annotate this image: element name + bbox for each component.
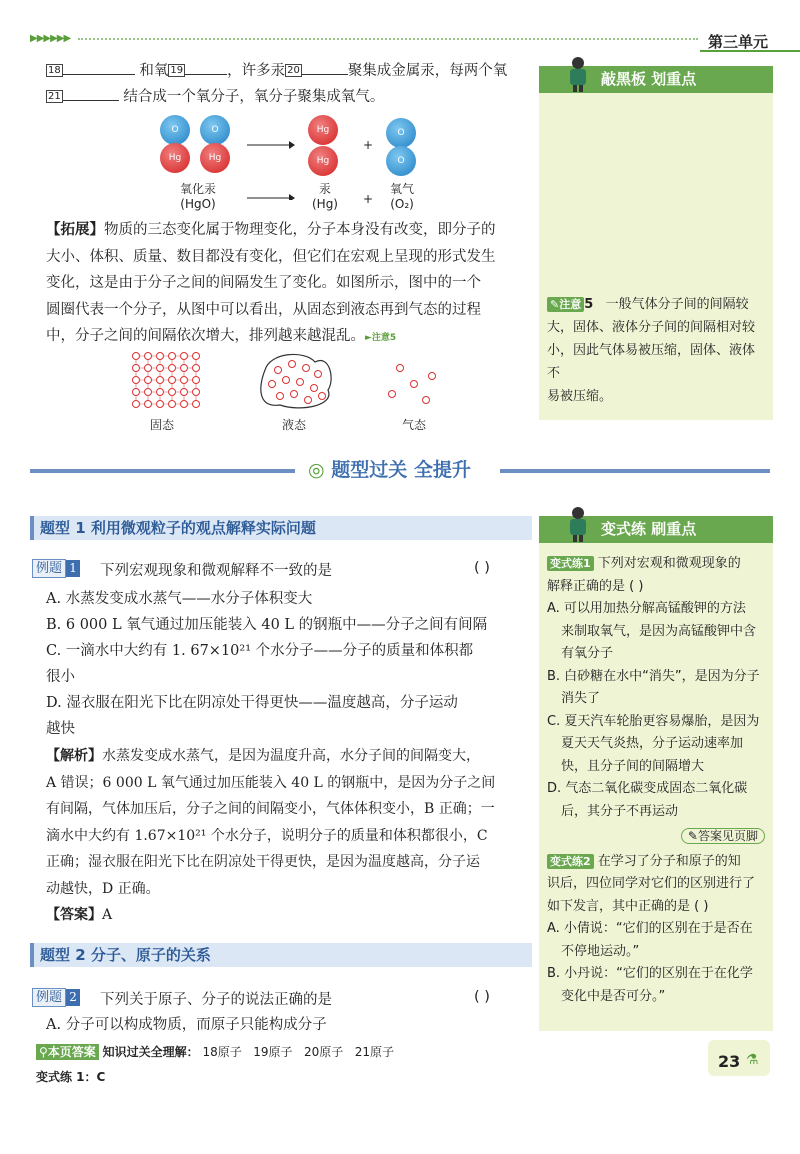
label-liquid: 液态	[282, 418, 307, 432]
variant-tag: 变式练2	[547, 854, 594, 869]
answer-paren[interactable]: ( )	[474, 560, 490, 576]
variant-1-option-c[interactable]: C. 夏天汽车轮胎更容易爆胎，是因为 夏天天气炎热，分子运动速率加 快，且分子间的间隔增大	[547, 713, 760, 774]
blank-number-19: 19	[170, 65, 184, 76]
answer-item: 18原子	[202, 1045, 242, 1059]
option-a[interactable]: A. 水蒸发变成水蒸气——水分子体积变大	[46, 591, 313, 607]
fill-blank-20[interactable]	[302, 60, 348, 75]
example-2-option-a[interactable]: A. 分子可以构成物质，而原子只能构成分子	[46, 1017, 327, 1033]
variant-2-option-b[interactable]: B. 小丹说：“它们的区别在于在化学 变化中是否可分。”	[547, 966, 753, 1004]
variant-answer: 变式练 1：C	[36, 1070, 106, 1084]
analysis-line: 水蒸发变成水蒸气，是因为温度升高，水分子间的间隔变大，	[102, 748, 480, 764]
label-gas: 气态	[402, 418, 427, 432]
question-type-1-header: 题型 1 利用微观粒子的观点解释实际问题	[30, 516, 532, 540]
oxygen-atom: O	[386, 118, 416, 148]
note-line: 大，固体、液体分子间的间隔相对较	[547, 320, 756, 335]
student-icon	[565, 506, 591, 542]
intro-text-d: 结合成一个氧分子，氧分子聚集成氧气。	[123, 89, 385, 105]
answer-item: 20原子	[303, 1045, 344, 1059]
states-of-matter-diagram	[130, 350, 460, 435]
analysis-tag: 【解析】	[46, 748, 102, 764]
note-number: 5	[584, 297, 594, 312]
variant-question: 在学习了分子和原子的知	[597, 853, 741, 869]
reaction-arrows	[245, 130, 295, 200]
answer-item: 19原子	[253, 1045, 293, 1059]
flask-icon: ⚗	[746, 1052, 759, 1068]
note-line: 小，因此气体易被压缩，固体、液体不	[547, 343, 756, 381]
intro-text-c: 聚集成金属汞，每两个氧	[347, 63, 508, 79]
oxygen-atom: O	[160, 115, 190, 145]
analysis-line: 正确；湿衣服在阳光下比在阴凉处干得更快，是因为温度越高，分子运	[46, 854, 480, 870]
spiral-icon: ◎	[308, 459, 325, 481]
variant-1-option-b[interactable]: B. 白砂糖在水中“消失”，是因为分子 消失了	[547, 668, 760, 706]
extension-line: 大小、体积、质量、数目都没有变化，但它们在宏观上呈现的形式发生	[46, 248, 496, 265]
blank-number-20: 20	[287, 65, 300, 76]
label-mercury: 汞 (Hg)	[311, 182, 338, 211]
label-oxygen: 氧气 (O₂)	[389, 182, 414, 211]
extension-line: 物质的三态变化属于物理变化，分子本身没有改变，即分子的	[104, 222, 496, 238]
extension-line: 圆圈代表一个分子，从图中可以看出，从固态到液态再到气态的过程	[46, 301, 481, 318]
mercury-oxide-diagram	[150, 110, 470, 215]
variant-1	[539, 553, 773, 849]
example-number: 2	[66, 989, 80, 1006]
answer-item: 21原子	[354, 1045, 394, 1059]
variant-1-option-d[interactable]: D. 气态二氧化碳变成固态二氧化碳 后，其分子不再运动	[547, 781, 748, 819]
example-2-question: 下列关于原子、分子的说法正确的是	[100, 992, 332, 1008]
extension-tag: 【拓展】	[46, 221, 104, 238]
note-5	[539, 293, 773, 408]
page-number: 23	[718, 1052, 741, 1071]
example-1-options	[46, 586, 526, 742]
blank-number-18: 18	[48, 65, 61, 76]
extension-line: 中，分子之间的间隔依次增大，排列越来越混乱。	[46, 328, 365, 344]
intro-text	[46, 58, 526, 110]
example-2-label	[32, 988, 80, 1007]
sidebar-variant-practice	[539, 516, 773, 1031]
sidebar-banner-title: 敲黑板 划重点	[601, 70, 697, 88]
answers-label: 知识过关全理解：	[102, 1045, 199, 1059]
question-type-2-header: 题型 2 分子、原子的关系	[30, 943, 532, 967]
note-reference[interactable]: ►注意5	[365, 333, 397, 343]
analysis-line: 有间隔，气体加压后，分子之间的间隔变小，气体体积变小，B 正确；一	[46, 801, 495, 817]
intro-text-b: ，许多汞	[227, 63, 286, 79]
variant-question: 如下发言，其中正确的是 ( )	[547, 898, 709, 914]
states-illustration	[130, 350, 460, 412]
analysis-line: A 错误；6 000 L 氧气通过加压能装入 40 L 的钢瓶中，是因为分子之间	[46, 774, 496, 791]
analysis-line: 滴水中大约有 1.67×10²¹ 个水分子，说明分子的质量和体积都很小，C	[46, 827, 488, 844]
analysis-block	[46, 743, 526, 929]
answer-paren[interactable]: ( )	[474, 989, 490, 1005]
section-title-text: 题型过关 全提升	[331, 459, 471, 481]
header-underline	[700, 50, 800, 52]
sidebar-banner-title: 变式练 刷重点	[601, 520, 697, 538]
example-1-label	[32, 559, 80, 578]
variant-2	[539, 851, 773, 1009]
fill-blank-21[interactable]	[63, 86, 119, 101]
plus-sign: +	[363, 192, 374, 206]
example-tag: 例题	[32, 559, 66, 578]
fill-blank-19[interactable]	[185, 60, 227, 75]
unit-title: 第三单元	[708, 33, 769, 51]
variant-1-option-a[interactable]: A. 可以用加热分解高锰酸钾的方法 来制取氧气，是因为高锰酸钾中含 有氧分子	[547, 601, 757, 661]
section-divider-right	[500, 469, 770, 473]
intro-line-2	[46, 84, 526, 110]
answer-value: A	[102, 907, 113, 923]
mercury-atom: Hg	[308, 115, 338, 145]
analysis-line: 动越快，D 正确。	[46, 880, 160, 897]
note-line: 一般气体分子间的间隔较	[605, 297, 749, 312]
option-d[interactable]: D. 湿衣服在阳光下比在阴凉处干得更快——温度越高，分子运动	[46, 695, 458, 711]
example-1-question: 下列宏观现象和微观解释不一致的是	[100, 563, 332, 579]
option-b[interactable]: B. 6 000 L 氧气通过加压能装入 40 L 的钢瓶中——分子之间有间隔	[46, 617, 488, 633]
answer-footnote-link[interactable]: ✎答案见页脚	[547, 825, 765, 849]
label-mercury-oxide: 氧化汞 (HgO)	[179, 182, 216, 211]
variant-question: 下列对宏观和微观现象的	[597, 556, 741, 571]
oxygen-atom: O	[200, 115, 230, 145]
intro-text-a: 和氧	[139, 63, 169, 79]
answers-tag: ⚲本页答案	[36, 1044, 99, 1060]
option-c[interactable]: C. 一滴水中大约有 1. 67×10²¹ 个水分子——分子的质量和体积都	[46, 643, 474, 659]
section-divider-left	[30, 469, 295, 473]
variant-2-option-a[interactable]: A. 小倩说：“它们的区别在于是否在 不停地运动。”	[547, 921, 753, 959]
variant-question: 识后，四位同学对它们的区别进行了	[547, 876, 756, 891]
mercury-atom: Hg	[308, 146, 338, 176]
fill-blank-18[interactable]	[63, 60, 135, 75]
example-number: 1	[66, 560, 80, 577]
answer-tag: 【答案】	[46, 907, 102, 923]
mercury-atom: Hg	[200, 143, 230, 173]
plus-sign: +	[363, 138, 374, 152]
option-c-cont: 很小	[46, 669, 75, 685]
sidebar-banner	[539, 516, 773, 543]
teacher-icon	[565, 56, 591, 92]
section-title	[300, 455, 479, 482]
variant-question: 解释正确的是 ( )	[547, 578, 644, 594]
extension-line: 变化，这是由于分子之间的间隔发生了变化。如图所示，图中的一个	[46, 275, 481, 291]
extension-paragraph	[46, 217, 526, 352]
example-tag: 例题	[32, 988, 66, 1007]
sidebar-key-points	[539, 66, 773, 420]
label-solid: 固态	[150, 418, 175, 432]
header-dotted-line	[78, 38, 698, 40]
sidebar-banner	[539, 66, 773, 93]
note-line: 易被压缩。	[547, 389, 613, 404]
intro-line-1	[46, 58, 526, 84]
option-d-cont: 越快	[46, 721, 75, 737]
mercury-atom: Hg	[160, 143, 190, 173]
header-arrows: ▶▶▶▶▶▶	[30, 33, 71, 44]
variant-tag: 变式练1	[547, 556, 594, 571]
blank-number-21: 21	[48, 91, 61, 102]
oxygen-atom: O	[386, 146, 416, 176]
page-answers	[36, 1043, 394, 1085]
note-tag: ✎注意	[547, 297, 584, 312]
